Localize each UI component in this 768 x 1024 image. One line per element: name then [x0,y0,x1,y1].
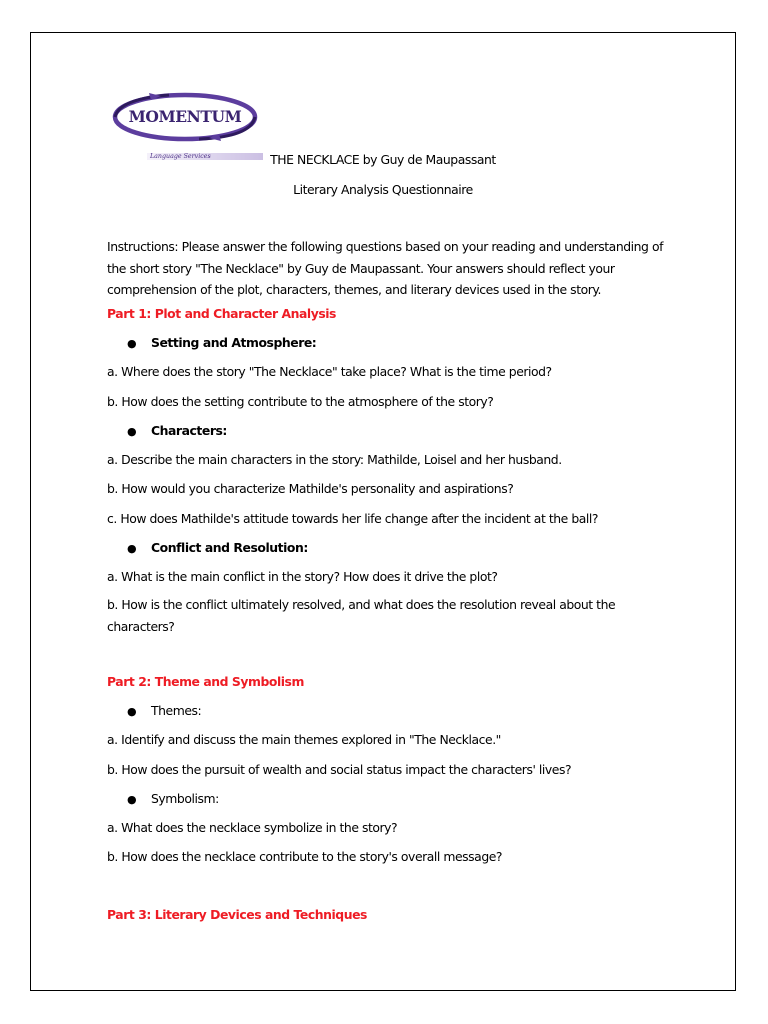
characters-label: Characters: [151,423,227,438]
part2-heading: Part 2: Theme and Symbolism [107,674,304,689]
logo-tagline: Language Services [147,153,263,160]
bullet-icon: ● [127,425,137,438]
setting-label: Setting and Atmosphere: [151,335,317,350]
bullet-setting [127,335,316,352]
bullet-symbolism [127,791,219,808]
bullet-themes [127,703,201,720]
logo-wordmark: MOMENTUM [128,107,242,126]
part3-heading: Part 3: Literary Devices and Techniques [107,907,367,922]
characters-question-c: c. How does Mathilde's attitude towards her life change after the incident at the ball? [107,511,598,526]
document-title: THE NECKLACE by Guy de Maupassant [270,152,496,167]
part1-heading: Part 1: Plot and Character Analysis [107,306,336,321]
themes-label: Themes: [151,703,202,718]
bullet-icon: ● [127,542,137,555]
conflict-question-b: b. How is the conflict ultimately resolved, and what does the resolution reveal about the characters? [107,597,616,634]
setting-question-a: a. Where does the story "The Necklace" take place? What is the time period? [107,364,552,379]
conflict-label: Conflict and Resolution: [151,540,308,555]
symbolism-label: Symbolism: [151,791,219,806]
symbolism-question-b: b. How does the necklace contribute to the story's overall message? [107,849,503,864]
themes-question-a: a. Identify and discuss the main themes explored in "The Necklace." [107,732,501,747]
setting-question-b: b. How does the setting contribute to the atmosphere of the story? [107,394,494,409]
instructions-paragraph: Instructions: Please answer the following questions based on your reading and understanding of the short story "The Necklace" by Guy de Maupassant. Your answers should reflect your comprehension of the plot, characters, themes, and literary devices used in the story. [107,239,663,297]
bullet-conflict [127,540,308,557]
themes-question-b: b. How does the pursuit of wealth and social status impact the characters' lives? [107,762,572,777]
document-page [30,32,736,991]
bullet-icon: ● [127,337,137,350]
characters-question-a: a. Describe the main characters in the story: Mathilde, Loisel and her husband. [107,452,562,467]
bullet-icon: ● [127,793,137,806]
conflict-question-a: a. What is the main conflict in the story? How does it drive the plot? [107,569,498,584]
bullet-icon: ● [127,705,137,718]
symbolism-question-a: a. What does the necklace symbolize in the story? [107,820,398,835]
bullet-characters [127,423,227,440]
characters-question-b: b. How would you characterize Mathilde's personality and aspirations? [107,481,514,496]
document-subtitle: Literary Analysis Questionnaire [293,182,473,197]
